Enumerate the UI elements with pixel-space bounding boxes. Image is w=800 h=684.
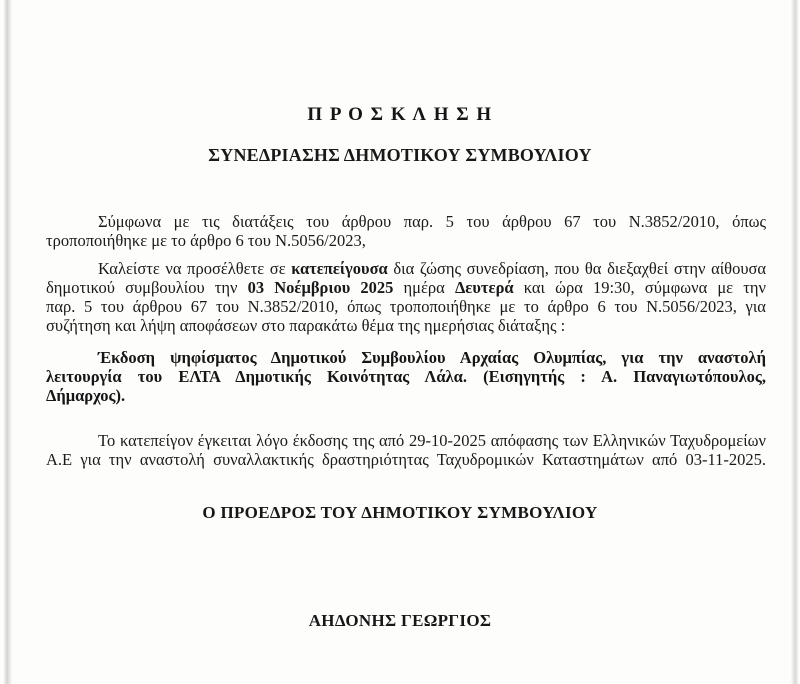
text-line: Έκδοση ψηφίσματος Δημοτικού Συμβουλίου Αρχαίας Ολυμπίας, για την αναστολή — [98, 348, 767, 367]
text-line: Δήμαρχος). — [46, 386, 126, 405]
document-subtitle: ΣΥΝΕΔΡΙΑΣΗΣ ΔΗΜΟΤΙΚΟΥ ΣΥΜΒΟΥΛΙΟΥ — [208, 145, 592, 165]
document-title: Π Ρ Ο Σ Κ Λ Η Σ Η — [307, 104, 493, 125]
text-line: Α.Ε για την αναστολή συναλλακτικής δραστηριότητας Ταχυδρομικών Καταστημάτων από 03-11-2025. — [46, 450, 766, 469]
text-line: Σύμφωνα με τις διατάξεις του άρθρου παρ. 5 του άρθρου 67 του Ν.3852/2010, όπως — [98, 212, 767, 231]
paragraph-agenda-item — [46, 348, 766, 405]
text-line: συζήτηση και λήψη αποφάσεων στο παρακάτω θέμα της ημερήσιας διάταξης : — [46, 316, 566, 335]
text-line: παρ. 5 του άρθρου 67 του Ν.3852/2010, όπως τροποποιήθηκε με το άρθρο 6 του Ν.5056/2023, για — [46, 297, 766, 316]
paragraph-meeting-call — [46, 259, 766, 335]
text-line: λειτουργία του ΕΛΤΑ Δημοτικής Κοινότητας Λάλα. (Εισηγητής : Α. Παναγιωτόπουλος, — [46, 367, 767, 386]
page-left-edge-shadow — [3, 0, 12, 684]
text-line: Καλείστε να προσέλθετε σε κατεπείγουσα δια ζώσης συνεδρίαση, που θα διεξαχθεί στην αίθουσα — [98, 259, 767, 278]
paragraph-legal-basis — [46, 212, 766, 250]
closing-role-title: Ο ΠΡΟΕΔΡΟΣ ΤΟΥ ΔΗΜΟΤΙΚΟΥ ΣΥΜΒΟΥΛΙΟΥ — [202, 503, 598, 522]
paragraph-urgency-justification — [46, 431, 766, 469]
page-right-edge-shadow — [791, 0, 799, 684]
text-line: τροποποιήθηκε με το άρθρο 6 του Ν.5056/2023, — [46, 231, 366, 250]
signatory-name: ΑΗΔΟΝΗΣ ΓΕΩΡΓΙΟΣ — [308, 611, 492, 630]
text-line: δημοτικού συμβουλίου την 03 Νοέμβριου 2025 ημέρα Δευτερά και ώρα 19:30, σύμφωνα με την — [46, 278, 766, 297]
text-line: Το κατεπείγον έγκειται λόγο έκδοσης της από 29-10-2025 απόφασης των Ελληνικών Ταχυδρομείων — [98, 431, 766, 450]
